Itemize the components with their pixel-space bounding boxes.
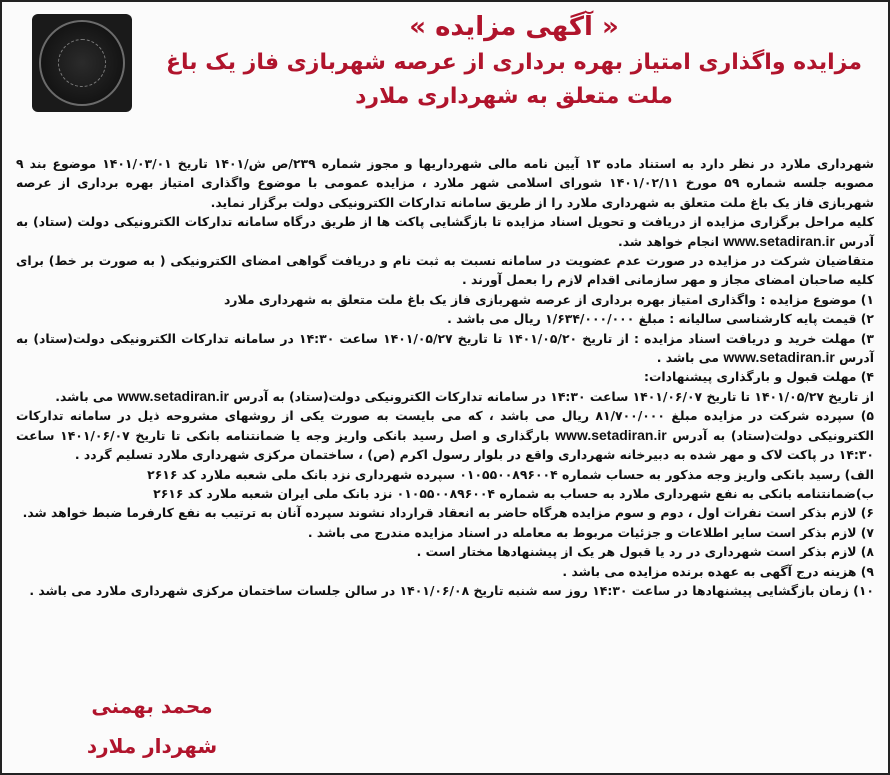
item-5 (16, 406, 874, 464)
item-2: ۲) قیمت پایه کارشناسی سالیانه : مبلغ ۱/۶۳۴/۰۰۰/۰۰۰ ریال می باشد . (447, 311, 874, 327)
item-4-end: می باشد. (55, 388, 114, 404)
logo-mark (58, 39, 106, 87)
item-10: ۱۰) زمان بازگشایی پیشنهادها در ساعت ۱۴:۳۰ روز سه شنبه تاریخ ۱۴۰۱/۰۶/۰۸ در سالن جلسات ساختمان مرکزی شهرداری ملارد می باشد . (29, 582, 874, 598)
item-4 (16, 387, 874, 406)
item-6: ۶) لازم بذکر است نفرات اول ، دوم و سوم مزایده هرگاه حاضر به انعقاد قرارداد نشوند سپرده آنان به ترتیب به نفع کارفرما ضبط خواهد شد. (22, 505, 874, 521)
item-4-title: ۴) مهلت قبول و بارگذاری پیشنهادات: (644, 369, 874, 385)
item-5-text-b: بارگذاری و اصل رسید بانکی واریز وجه یا ضمانتنامه بانکی تا تاریخ ۱۴۰۱/۰۶/۰۷ ساعت ۱۴:۳۰ در پاکت لاک و مهر شده به دبیرخانه شهرداری واقع در بلوار رسول اکرم (ص) ، ساختمان مرکزی شهرداری ملارد تسلیم گردد . (16, 427, 874, 463)
signature-name: محمد بهمنی (91, 694, 213, 718)
website-link[interactable]: www.setadiran.ir (723, 349, 835, 366)
item-1: ۱) موضوع مزایده : واگذاری امتیاز بهره برداری از عرصه شهربازی فاز یک باغ ملت متعلق به شهرداری ملارد (223, 291, 874, 307)
notice-title: « آگهی مزایده » (409, 12, 619, 42)
item-8: ۸) لازم بذکر است شهرداری در رد یا قبول هر یک از پیشنهادها مختار است . (416, 544, 874, 560)
item-4-text: از تاریخ ۱۴۰۱/۰۵/۲۷ تا تاریخ ۱۴۰۱/۰۶/۰۷ ساعت ۱۴:۳۰ در سامانه تدارکات الکترونیکی دولت(ستاد) به آدرس (233, 388, 874, 404)
item-7: ۷) لازم بذکر است سایر اطلاعات و جزئیات مربوط به معامله در اسناد مزایده مندرج می باشد . (307, 524, 874, 540)
notice-subtitle-2: ملت متعلق به شهرداری ملارد (355, 84, 673, 109)
signature-title: شهردار ملارد (86, 734, 218, 758)
item-3-text: ۳) مهلت خرید و دریافت اسناد مزایده : از تاریخ ۱۴۰۱/۰۵/۲۰ تا تاریخ ۱۴۰۱/۰۵/۲۷ ساعت ۱۴:۳۰ در سامانه تدارکات الکترونیکی دولت(ستاد) به آدرس (16, 330, 874, 366)
item-5-text: ۵) سپرده شرکت در مزایده مبلغ ۸۱/۷۰۰/۰۰۰ ریال می باشد ، که می بایست به صورت یکی از روشهای مشروحه ذیل در سامانه تدارکات الکترونیکی دولت(ستاد) به آدرس (16, 408, 874, 443)
item-9: ۹) هزینه درج آگهی به عهده برنده مزایده می باشد . (562, 563, 874, 579)
notice-heading (152, 8, 876, 114)
applicants-paragraph: متقاضیان شرکت در مزایده در صورت عدم عضویت در سامانه نسبت به ثبت نام و دریافت گواهی امضای الکترونیکی ( به صورت بر خط) برای کلیه صاحبان امضای مجاز و مهر سازمانی اقدام لازم را بعمل آورند . (16, 253, 874, 288)
municipality-logo-icon (32, 14, 132, 112)
website-link[interactable]: www.setadiran.ir (555, 426, 667, 443)
notice-subtitle-1: مزایده واگذاری امتیاز بهره برداری از عرصه شهربازی فاز یک باغ (166, 50, 862, 75)
process-paragraph (16, 212, 874, 251)
notice-body (16, 154, 874, 600)
logo-ring (39, 20, 125, 106)
item-5-be: ب)ضمانتنامه بانکی به نفع شهرداری ملارد به حساب به شماره ۰۱۰۵۵۰۰۸۹۶۰۰۴ نزد بانک ملی ایران شعبه ملارد کد ۲۶۱۶ (153, 485, 874, 501)
intro-paragraph: شهرداری ملارد در نظر دارد به استناد ماده ۱۳ آیین نامه مالی شهرداریها و مجوز شماره ۲۳۹/ص ش/۱۴۰۱ تاریخ ۱۴۰۱/۰۳/۰۱ موضوع بند ۹ مصوبه جلسه شماره ۵۹ مورخ ۱۴۰۱/۰۲/۱۱ شورای اسلامی شهر ملارد ، مزایده عمومی با موضوع واگذاری امتیاز بهره برداری از عرصه شهربازی فاز یک باغ ملت متعلق به شهرداری ملارد را از طریق سامانه تدارکات الکترونیکی دولت برگزار نماید. (16, 156, 874, 210)
process-end: انجام خواهد شد. (618, 233, 719, 249)
website-link[interactable]: www.setadiran.ir (723, 232, 835, 249)
item-5-alef: الف) رسید بانکی واریز وجه مذکور به حساب شماره ۰۱۰۵۵۰۰۸۹۶۰۰۴ سپرده شهرداری نزد بانک ملی شعبه ملارد کد ۲۶۱۶ (147, 466, 874, 482)
item-3-end: می باشد . (656, 350, 719, 366)
process-text: کلیه مراحل برگزاری مزایده از دریافت و تحویل اسناد مزایده تا بازگشایی پاکت ها از طریق درگاه سامانه تدارکات الکترونیکی دولت (ستاد) به آدرس (16, 214, 874, 249)
signature-block (62, 686, 242, 766)
item-3 (16, 329, 874, 368)
website-link[interactable]: www.setadiran.ir (117, 387, 229, 404)
